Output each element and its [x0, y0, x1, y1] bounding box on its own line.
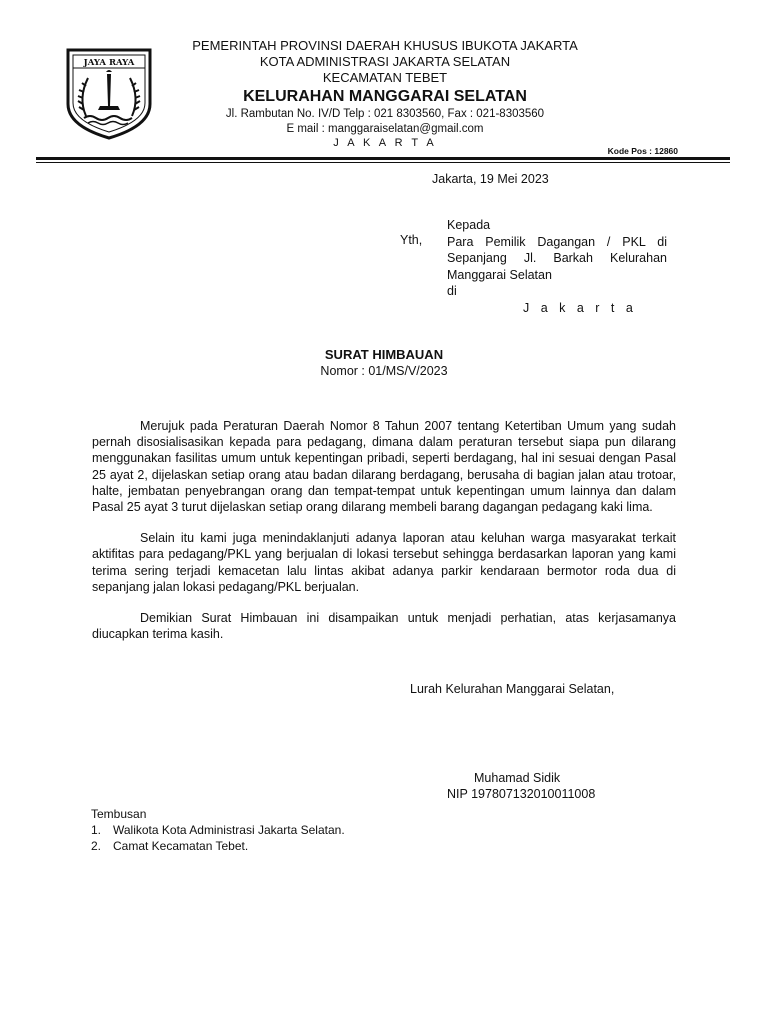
recipient-line: Sepanjang Jl. Barkah Kelurahan — [447, 251, 667, 265]
list-item-text: Camat Kecamatan Tebet. — [113, 839, 249, 853]
recipient-line: Kepada — [447, 218, 491, 232]
carbon-copy-list — [91, 822, 345, 854]
recipient-block — [447, 217, 667, 316]
list-item — [91, 822, 345, 838]
list-item — [91, 838, 345, 854]
letter-number: Nomor : 01/MS/V/2023 — [320, 364, 448, 378]
letterhead-divider-thin — [36, 162, 730, 163]
carbon-copy-section — [91, 806, 345, 854]
letterhead-title: KELURAHAN MANGGARAI SELATAN — [243, 88, 527, 105]
list-item-number: 2. — [91, 839, 102, 853]
letterhead-province: PEMERINTAH PROVINSI DAERAH KHUSUS IBUKOTA JAKARTA — [192, 38, 578, 53]
letterhead-email: E mail : manggaraiselatan@gmail.com — [286, 123, 484, 135]
list-item-number: 1. — [91, 823, 102, 837]
letterhead — [170, 38, 600, 150]
body-paragraph: Selain itu kami juga menindaklanjuti adanya laporan atau keluhan warga masyarakat terkait aktifitas para pedagang/PKL yang berjualan di lokasi tersebut sehingga berdasarkan laporan yang kami terima sering terjadi kemacetan lalu lintas akibat adanya parkir kendaraan bermotor roda dua di sepanjang jalan lokasi pedagang/PKL berjualan. — [92, 531, 676, 594]
signatory-name: Muhamad Sidik — [474, 771, 561, 785]
recipient-line: Manggarai Selatan — [447, 267, 552, 282]
body-paragraph: Demikian Surat Himbauan ini disampaikan untuk menjadi perhatian, atas kerjasamanya diucapkan terima kasih. — [92, 611, 676, 642]
list-item-text: Walikota Kota Administrasi Jakarta Selatan. — [113, 823, 345, 837]
logo-motto: JAYA RAYA — [83, 58, 135, 68]
carbon-copy-heading: Tembusan — [91, 807, 147, 821]
letterhead-divider-thick — [36, 157, 730, 160]
letter-body — [92, 418, 676, 657]
letter-date: Jakarta, 19 Mei 2023 — [432, 172, 549, 186]
recipient-city: J a k a r t a — [523, 300, 637, 315]
body-paragraph: Merujuk pada Peraturan Daerah Nomor 8 Tahun 2007 tentang Ketertiban Umum yang sudah pernah disosialisasikan kepada para pedagang, dimana dalam peraturan tersebut siapa pun dilarang menggunakan fasilitas umum untuk kepentingan pribadi, seperti berdagang, hal ini sesuai dengan Pasal 25 ayat 2, dijelaskan setiap orang atau badan dilarang berdagang, berusaha di bagian jalan atau trotoar, halte, jembatan penyebrangan orang dan tempat-tempat untuk kepentingan umum lainnya dan dalam Pasal 25 ayat 3 turut dijelaskan setiap orang dilarang membeli barang dagangan pedagang kaki lima. — [92, 419, 676, 515]
letterhead-city: KOTA ADMINISTRASI JAKARTA SELATAN — [259, 54, 511, 69]
recipient-line: Para Pemilik Dagangan / PKL di — [447, 234, 667, 249]
signatory-nip: NIP 197807132010011008 — [447, 787, 596, 801]
postal-code: Kode Pos : 12860 — [607, 146, 678, 156]
recipient-salutation: Yth, — [400, 233, 423, 247]
signatory-title: Lurah Kelurahan Manggarai Selatan, — [410, 682, 615, 696]
letterhead-city-name: J A K A R T A — [333, 137, 437, 149]
jakarta-coat-of-arms-logo — [62, 46, 156, 140]
recipient-line: di — [447, 284, 457, 298]
letterhead-district: KECAMATAN TEBET — [322, 70, 448, 85]
letter-title: SURAT HIMBAUAN — [324, 347, 444, 362]
letterhead-address: Jl. Rambutan No. IV/D Telp : 021 8303560, Fax : 021-8303560 — [225, 108, 545, 120]
